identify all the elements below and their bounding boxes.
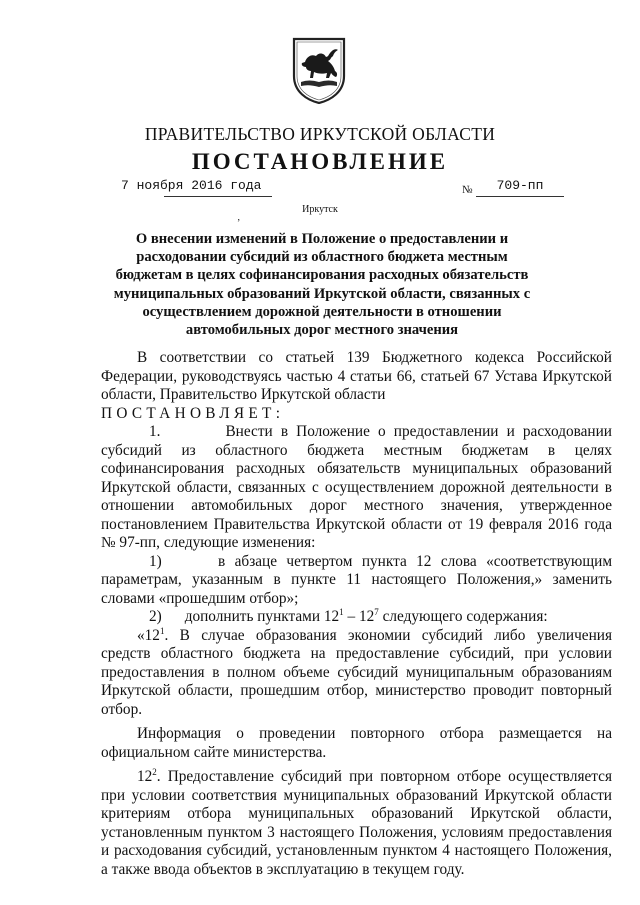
subitem-2-suffix: следующего содержания: (378, 608, 548, 625)
document-title: О внесении изменений в Положение о предоставлении и расходовании субсидий из областного бюджета местным бюджетам в целях софинансирования расходных обязательств муниципальных образований Иркутской области, связанных с осуществлением дорожной деятельности в отношении автомобильных дорог местного значения (113, 231, 531, 339)
point-12-1-paragraph (101, 627, 612, 720)
city-label: Иркутск (302, 204, 338, 215)
point-12-2-text: . Предоставление субсидий при повторном отборе осуществляется при условии соответствия муниципальных образований Иркутской области критериям отбора муниципальных образований Иркутской области, установленным пунктом 3 настоящего Положения, условиям предоставления и расходования субсидий, установленным пунктом 4 настоящего Положения, а также ввода объектов в эксплуатацию в текущем году. (101, 768, 612, 878)
document-type-heading: ПОСТАНОВЛЕНИЕ (191, 149, 449, 174)
point-12-1-text: . В случае образования экономии субсидий либо увеличения средств областного бюджета на предоставление субсидий, при условии предоставления в полном объеме субсидий муниципальным образованиям Иркутской области, прошедшим отбор, министерство проводит повторный отбор. (101, 626, 612, 718)
item-1-paragraph: 1. Внести в Положение о предоставлении и расходовании субсидий из областного бюджета местным бюджетам в целях софинансирования расходных обязательств муниципальных образований Иркутской области, связанных с осуществлением дорожной деятельности в отношении автомобильных дорог местного значения, утвержденное постановлением Правительства Иркутской области от 19 февраля 2016 года № 97-пп, следующие изменения: (101, 423, 616, 551)
subitem-1-paragraph: 1) в абзаце четвертом пункта 12 слова «соответствующим параметрам, указанным в пункте 11 настоящего Положения,» заменить словами «прошедшим отбор»; (101, 552, 616, 607)
irkutsk-coat-of-arms-icon (291, 36, 347, 104)
intro-paragraph: В соответствии со статьей 139 Бюджетного кодекса Российской Федерации, руководствуясь частью 4 статьи 66, статьей 67 Устава Иркутской области, Правительство Иркутской области (101, 349, 612, 403)
document-date: 7 ноября 2016 года (121, 178, 262, 193)
point-12-2-number: 12 (137, 768, 153, 785)
resolves-heading: ПОСТАНОВЛЯЕТ: (101, 404, 285, 422)
subitem-2-prefix: 2) дополнить пунктами 12 (149, 608, 340, 625)
document-body (101, 349, 616, 879)
stray-mark: ʼ (237, 218, 241, 229)
date-underline (164, 196, 272, 197)
subitem-2-paragraph (101, 608, 612, 627)
point-12-1-superscript: 1 (159, 625, 165, 636)
point-12-2-paragraph (101, 768, 612, 879)
government-name: ПРАВИТЕЛЬСТВО ИРКУТСКОЙ ОБЛАСТИ (144, 124, 496, 144)
document-number: 709-пп (496, 178, 544, 193)
subitem-2-superscript-start: 1 (339, 607, 344, 617)
point-12-2-superscript: 2 (152, 767, 157, 777)
subitem-2-superscript-end: 7 (374, 607, 379, 617)
point-12-1-number: «12 (137, 626, 160, 644)
info-paragraph: Информация о проведении повторного отбора размещается на официальном сайте министерства. (101, 725, 612, 761)
number-underline (476, 196, 564, 197)
number-sign: № (462, 184, 473, 196)
subitem-2-middle: – 12 (343, 608, 375, 625)
